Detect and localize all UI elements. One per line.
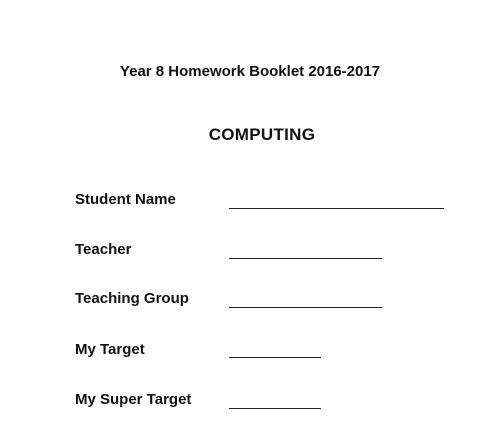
- my-target-field[interactable]: [229, 357, 321, 358]
- my-super-target-label: My Super Target: [75, 391, 192, 408]
- student-name-label: Student Name: [75, 191, 176, 208]
- subject-heading: COMPUTING: [208, 125, 316, 144]
- my-super-target-field[interactable]: [229, 408, 321, 409]
- booklet-title: Year 8 Homework Booklet 2016-2017: [119, 63, 381, 80]
- teaching-group-field[interactable]: [229, 307, 382, 308]
- my-target-label: My Target: [75, 341, 145, 358]
- teaching-group-label: Teaching Group: [75, 290, 189, 307]
- teacher-field[interactable]: [229, 258, 382, 259]
- teacher-label: Teacher: [75, 241, 132, 258]
- student-name-field[interactable]: [229, 208, 444, 209]
